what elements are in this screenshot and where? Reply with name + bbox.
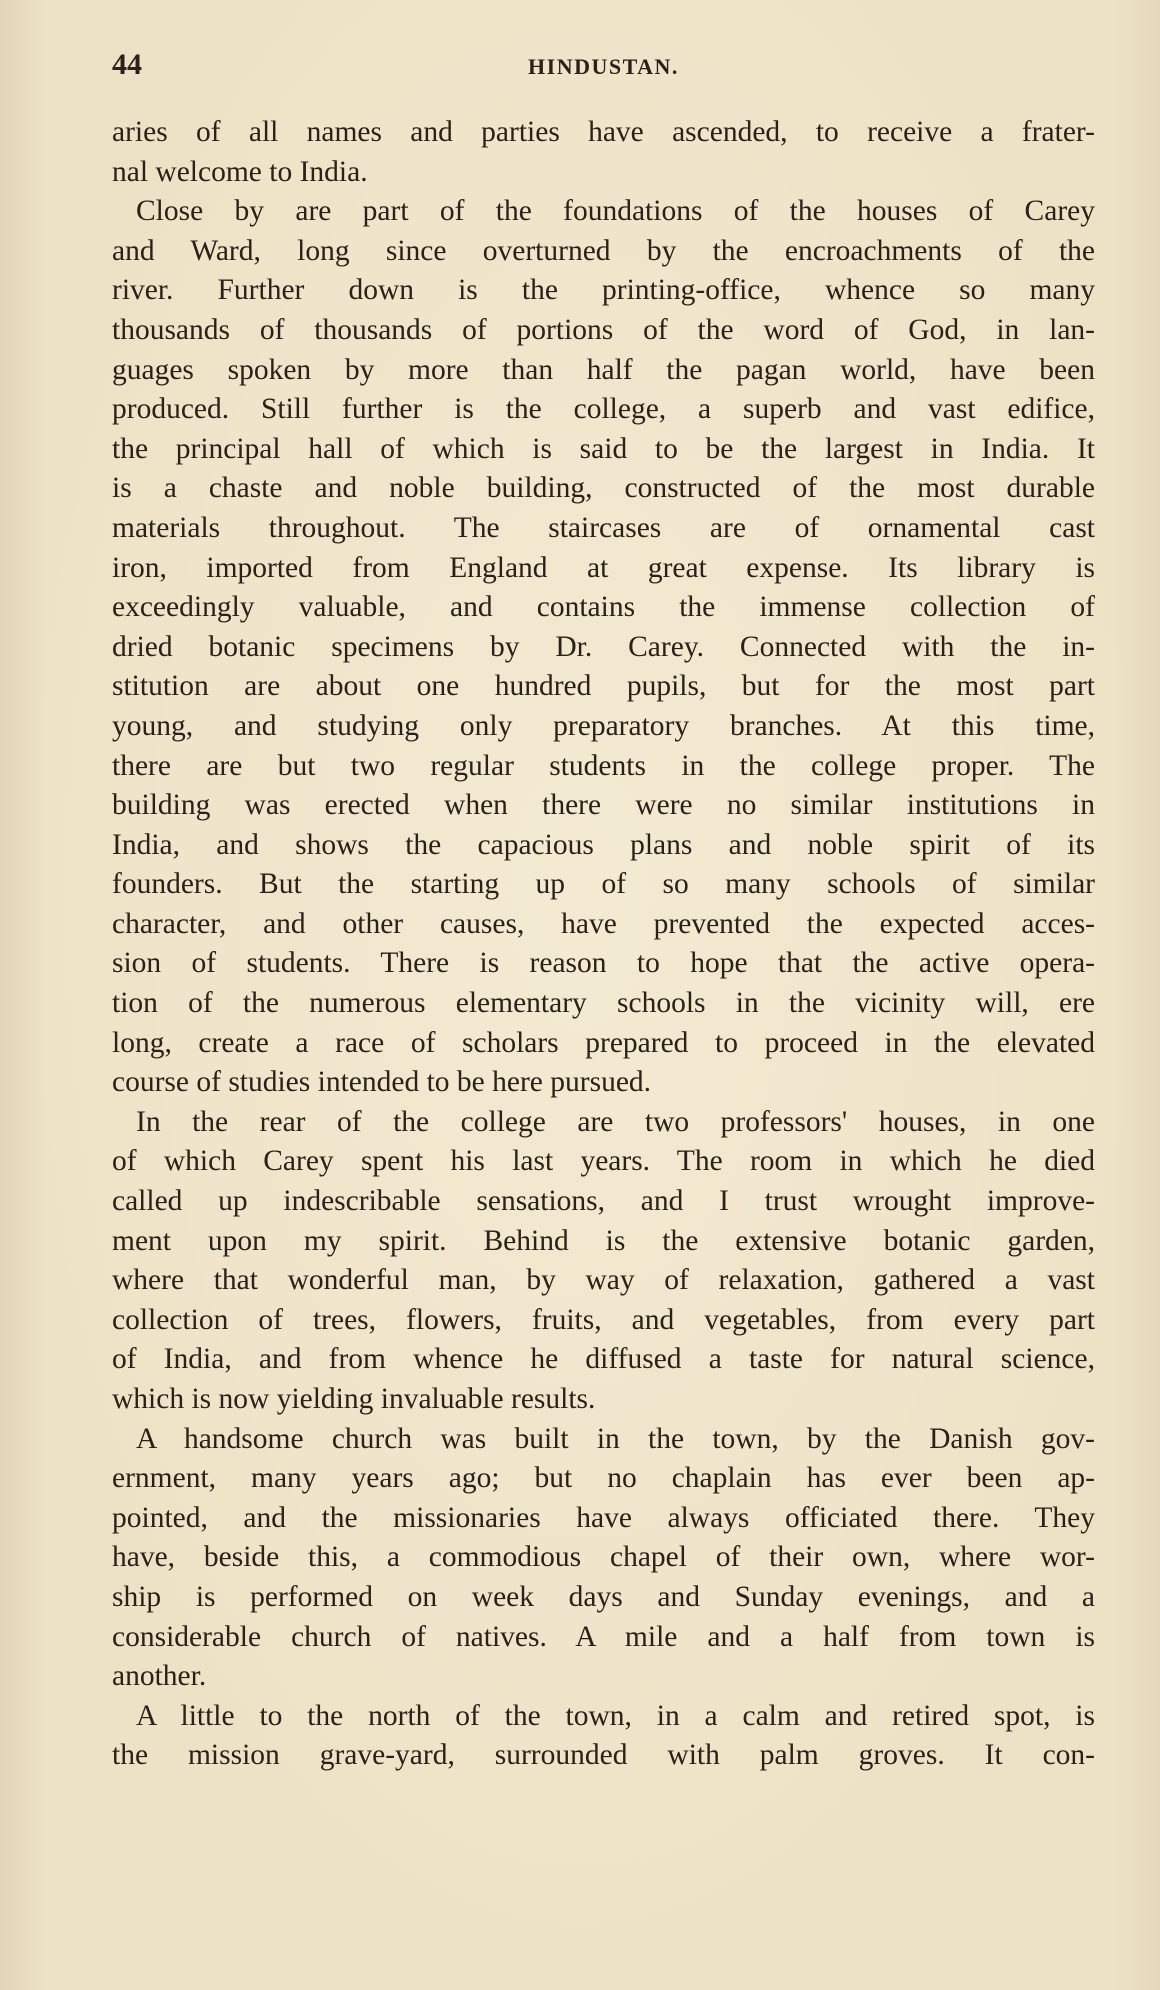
text-line: India, and shows the capacious plans and noble spirit of its: [112, 828, 1095, 861]
text-line: produced. Still further is the college, a superb and vast edifice,: [112, 393, 1095, 426]
text-line: ment upon my spirit. Behind is the extensive botanic garden,: [112, 1224, 1095, 1257]
text-line: founders. But the starting up of so many schools of similar: [112, 868, 1095, 901]
text-line: there are but two regular students in the college proper. The: [112, 749, 1095, 782]
text-line: stitution are about one hundred pupils, but for the most part: [112, 670, 1095, 703]
text-line: another.: [112, 1660, 207, 1693]
paragraph-first-line: A little to the north of the town, in a calm and retired spot, is: [136, 1699, 1095, 1732]
text-line: nal welcome to India.: [112, 155, 368, 188]
paragraph-first-line: A handsome church was built in the town, by the Danish gov-: [136, 1422, 1095, 1455]
text-line: young, and studying only preparatory branches. At this time,: [112, 709, 1095, 742]
text-line: considerable church of natives. A mile and a half from town is: [112, 1620, 1095, 1653]
text-line: exceedingly valuable, and contains the immense collection of: [112, 591, 1095, 624]
text-line: building was erected when there were no similar institutions in: [112, 789, 1095, 822]
text-line: thousands of thousands of portions of the word of God, in lan-: [112, 313, 1095, 346]
paragraph-first-line: Close by are part of the foundations of the houses of Carey: [136, 195, 1095, 228]
text-line: course of studies intended to be here pursued.: [112, 1066, 652, 1099]
text-line: collection of trees, flowers, fruits, and vegetables, from every part: [112, 1303, 1095, 1336]
running-title: HINDUSTAN.: [528, 54, 679, 79]
body-text: [112, 113, 1095, 1776]
text-line: is a chaste and noble building, constructed of the most durable: [112, 472, 1095, 505]
text-line: iron, imported from England at great expense. Its library is: [112, 551, 1095, 584]
text-line: called up indescribable sensations, and I trust wrought improve-: [112, 1185, 1095, 1218]
text-line: pointed, and the missionaries have always officiated there. They: [112, 1501, 1095, 1534]
text-line: which is now yielding invaluable results.: [112, 1383, 596, 1415]
text-line: tion of the numerous elementary schools in the vicinity will, ere: [112, 987, 1095, 1020]
text-line: aries of all names and parties have ascended, to receive a frater-: [112, 116, 1095, 148]
text-line: and Ward, long since overturned by the encroachments of the: [112, 234, 1095, 267]
text-line: of India, and from whence he diffused a taste for natural science,: [112, 1343, 1095, 1376]
text-line: character, and other causes, have prevented the expected acces-: [112, 907, 1095, 940]
text-line: ernment, many years ago; but no chaplain has ever been ap-: [112, 1462, 1095, 1495]
text-line: river. Further down is the printing-office, whence so many: [112, 274, 1095, 307]
running-head: [112, 48, 1095, 88]
text-line: ship is performed on week days and Sunday evenings, and a: [112, 1580, 1095, 1613]
text-line: have, beside this, a commodious chapel of their own, where wor-: [112, 1541, 1095, 1574]
text-line: where that wonderful man, by way of relaxation, gathered a vast: [112, 1264, 1095, 1297]
text-line: dried botanic specimens by Dr. Carey. Connected with the in-: [112, 630, 1095, 663]
text-line: the mission grave-yard, surrounded with palm groves. It con-: [112, 1739, 1095, 1772]
text-line: the principal hall of which is said to be the largest in India. It: [112, 432, 1095, 465]
text-line: guages spoken by more than half the pagan world, have been: [112, 353, 1095, 386]
page-number: 44: [112, 48, 142, 81]
paragraph-first-line: In the rear of the college are two professors' houses, in one: [136, 1105, 1095, 1138]
text-line: of which Carey spent his last years. The room in which he died: [112, 1145, 1095, 1178]
text-line: long, create a race of scholars prepared to proceed in the elevated: [112, 1026, 1095, 1059]
text-line: sion of students. There is reason to hope that the active opera-: [112, 947, 1095, 980]
text-line: materials throughout. The staircases are of ornamental cast: [112, 511, 1095, 544]
